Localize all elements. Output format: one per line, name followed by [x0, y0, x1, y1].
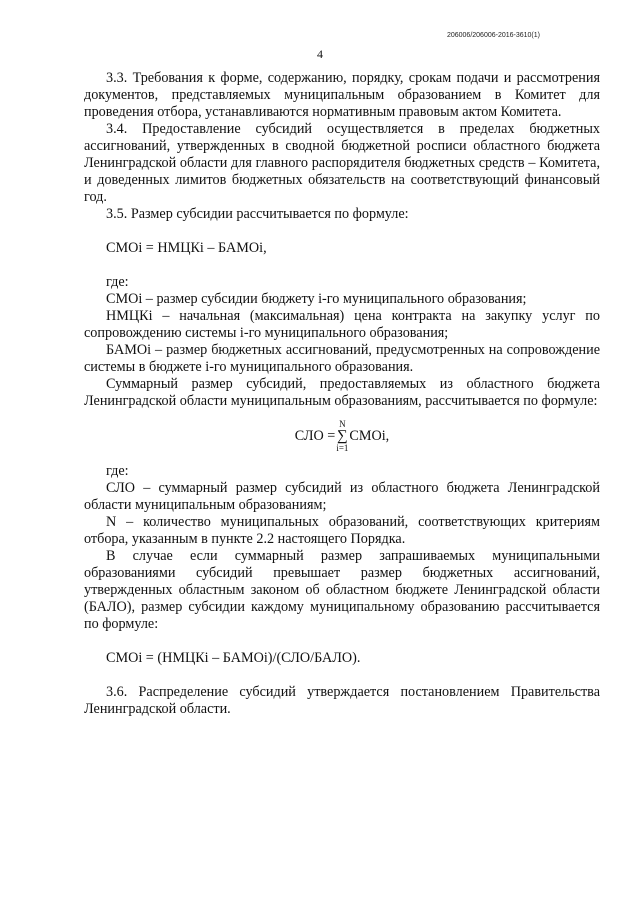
definition-bamo: БАМОi – размер бюджетных ассигнований, предусмотренных на сопровождение системы в бюджете i-го муниципального образования. [84, 342, 600, 375]
formula-total-lhs: СЛО = [294, 428, 336, 444]
formula-total-rhs: СМОi, [349, 428, 390, 444]
formula-subsidy: СМОi = НМЦКi – БАМОi, [106, 240, 267, 256]
paragraph-3-5: 3.5. Размер субсидии рассчитывается по формуле: [106, 206, 409, 222]
paragraph-3-4: 3.4. Предоставление субсидий осуществляется в пределах бюджетных ассигнований, утвержденных в сводной бюджетной росписи областного бюджета Ленинградской области для главного распорядителя бюджетных средств – Комитета, и доведенных лимитов бюджетных обязательств на соответствующий финансовый год. [84, 121, 600, 205]
definition-n: N – количество муниципальных образований, соответствующих критериям отбора, указанным в пункте 2.2 настоящего Порядка. [84, 514, 600, 547]
paragraph-excess-case: В случае если суммарный размер запрашиваемых муниципальными образованиями субсидий превышает размер бюджетных ассигнований, утвержденных областным законом об областном бюджете Ленинградской области (БАЛО), размер субсидии каждому муниципальному образованию рассчитывается по формуле: [84, 548, 600, 632]
formula-adjusted: СМОi = (НМЦКi – БАМОi)/(СЛО/БАЛО). [106, 650, 361, 666]
where-label-2: где: [106, 463, 129, 479]
formula-total [84, 420, 600, 453]
definition-smo: СМОi – размер субсидии бюджету i-го муниципального образования; [106, 291, 527, 307]
page-number: 4 [317, 47, 323, 61]
sigma-lower-limit: i=1 [336, 443, 349, 453]
definition-nmck: НМЦКi – начальная (максимальная) цена контракта на закупку услуг по сопровождению системы i-го муниципального образования; [84, 308, 600, 341]
sigma-icon: ∑ [337, 428, 348, 444]
paragraph-3-6: 3.6. Распределение субсидий утверждается постановлением Правительства Ленинградской области. [84, 684, 600, 717]
document-body [84, 70, 600, 718]
where-label: где: [106, 274, 129, 290]
paragraph-total-subsidy: Суммарный размер субсидий, предоставляемых из областного бюджета Ленинградской области муниципальным образованиям, рассчитывается по формуле: [84, 376, 600, 409]
paragraph-3-3: 3.3. Требования к форме, содержанию, порядку, срокам подачи и рассмотрения документов, представляемых муниципальным образованием в Комитет для проведения отбора, устанавливаются нормативным правовым актом Комитета. [84, 70, 600, 120]
sigma-upper-limit: N [339, 419, 346, 429]
document-id: 206006/206006-2016-3610(1) [446, 32, 540, 39]
sigma-symbol [336, 420, 348, 453]
definition-slo: СЛО – суммарный размер субсидий из областного бюджета Ленинградской области муниципальным образованиям; [84, 480, 600, 513]
